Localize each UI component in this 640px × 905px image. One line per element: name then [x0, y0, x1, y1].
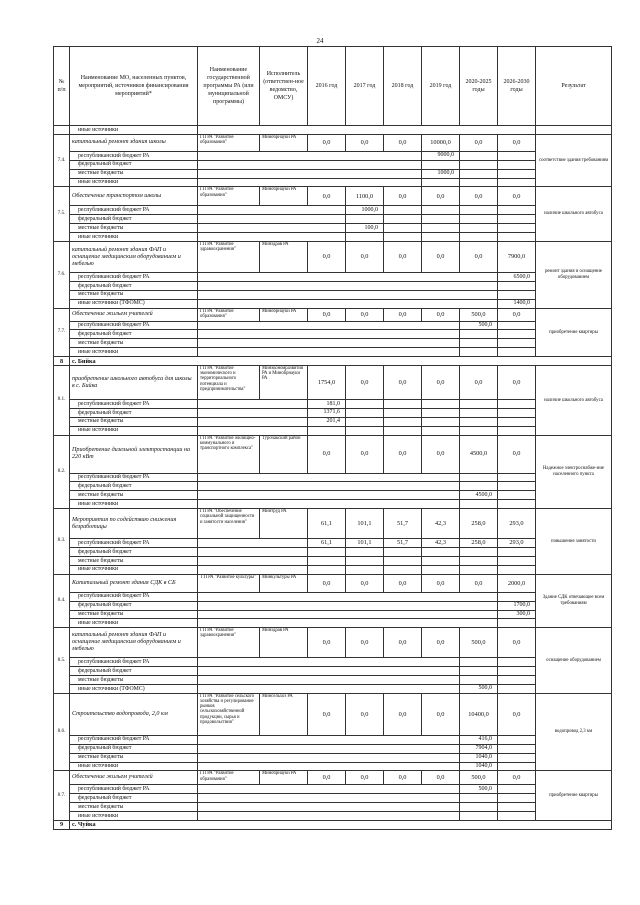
- result-text: приобретение квартиры: [536, 771, 612, 821]
- value-2020-2025: 1040,0: [460, 762, 498, 771]
- source-label: федеральный бюджет: [70, 548, 198, 557]
- header-num: № п/п: [54, 47, 70, 126]
- table-row: [54, 548, 612, 557]
- value-2020-2025: 0,0: [460, 187, 498, 206]
- page-number: 24: [316, 37, 324, 45]
- header-result: Результат: [536, 47, 612, 126]
- value-2020-2025: 1040,0: [460, 753, 498, 762]
- table-row: [54, 574, 612, 592]
- source-label: республиканский бюджет РА: [70, 592, 198, 601]
- table-row: [54, 658, 612, 667]
- table-row: [54, 676, 612, 685]
- header-2016: 2016 год: [308, 47, 346, 126]
- source-label: иные источники: [70, 348, 198, 357]
- source-label: федеральный бюджет: [70, 482, 198, 491]
- table-row: [54, 753, 612, 762]
- table-row: [54, 592, 612, 601]
- source-label: местные бюджеты: [70, 676, 198, 685]
- value-2020-2025: 4500,0: [460, 491, 498, 500]
- value-2026-2030: 0,0: [498, 771, 536, 785]
- table-row: [54, 539, 612, 548]
- table-row: [54, 601, 612, 610]
- value-2019: 0,0: [422, 366, 460, 400]
- value-2018: 51,7: [384, 509, 422, 539]
- table-row: [54, 215, 612, 224]
- value-2017: 0,0: [346, 574, 384, 592]
- table-row: [54, 408, 612, 417]
- value-2018: 0,0: [384, 366, 422, 400]
- value-2016: 1754,0: [308, 366, 346, 400]
- measure-name: капитальный ремонт здания ФАП и оснащение медицинским оборудованием и мебелью: [70, 242, 198, 273]
- value-2017: 101,1: [346, 539, 384, 548]
- table-row: [54, 299, 612, 308]
- value-2019: 42,3: [422, 509, 460, 539]
- result-text: приобретение квартиры: [536, 308, 612, 357]
- value-2020-2025: 500,0: [460, 771, 498, 785]
- value-2020-2025: 0,0: [460, 366, 498, 400]
- table-row: [54, 556, 612, 565]
- result-text: водопровод 2,3 км: [536, 693, 612, 771]
- header-2026-2030: 2026-2030 годы: [498, 47, 536, 126]
- value-2020-2025: 500,0: [460, 684, 498, 693]
- source-label: республиканский бюджет РА: [70, 273, 198, 282]
- source-label: иные источники: [70, 619, 198, 628]
- value-2017: 0,0: [346, 628, 384, 658]
- source-label: иные источники: [70, 762, 198, 771]
- value-2016: 0,0: [308, 187, 346, 206]
- table-row: [54, 610, 612, 619]
- value-2016: 61,1: [308, 509, 346, 539]
- value-2017: 0,0: [346, 435, 384, 473]
- value-2026-2030: 0,0: [498, 628, 536, 658]
- measure-name: капитальный ремонт здания ФАП и оснащение медицинским оборудованием и мебелью: [70, 628, 198, 658]
- table-row: [54, 308, 612, 321]
- value-2016: 0,0: [308, 574, 346, 592]
- source-label: республиканский бюджет РА: [70, 151, 198, 160]
- source-label: федеральный бюджет: [70, 215, 198, 224]
- executor-name: Минздрав РА: [260, 242, 308, 273]
- table-row: [54, 744, 612, 753]
- header-2020-2025: 2020-2025 годы: [460, 47, 498, 126]
- program-name: ГП РА "Развитие экономического и территориального потенциала и предпринимательства": [198, 366, 260, 400]
- section-number: 9: [54, 820, 70, 829]
- value-2019: 10000,0: [422, 134, 460, 151]
- value-2019: 0,0: [422, 435, 460, 473]
- executor-name: Минобрнауки РА: [260, 187, 308, 206]
- value-2018: 0,0: [384, 187, 422, 206]
- source-label: местные бюджеты: [70, 224, 198, 233]
- source-label: федеральный бюджет: [70, 330, 198, 339]
- value-2019: 0,0: [422, 693, 460, 735]
- table-row: [54, 684, 612, 693]
- source-label: республиканский бюджет РА: [70, 473, 198, 482]
- row-number: 7.7.: [54, 308, 70, 357]
- value-2016: 0,0: [308, 628, 346, 658]
- section-row: [54, 820, 612, 829]
- header-executor: Исполнитель (ответствен-ное ведомство, ОМСУ): [260, 47, 308, 126]
- source-label: республиканский бюджет РА: [70, 658, 198, 667]
- table-row: [54, 735, 612, 744]
- table-row: [54, 794, 612, 803]
- table-row: [54, 565, 612, 574]
- value-2020-2025: 258,0: [460, 509, 498, 539]
- value-2020-2025: 500,0: [460, 308, 498, 321]
- header-row: [54, 47, 612, 126]
- source-label: федеральный бюджет: [70, 794, 198, 803]
- table-row: [54, 417, 612, 426]
- table-row: [54, 619, 612, 628]
- program-name: ГП РА "Развитие сельского хозяйства и регулирование рынков сельскохозяйственной продукции, сырья и продовольствия": [198, 693, 260, 735]
- source-label: иные источники: [70, 565, 198, 574]
- value-2018: 0,0: [384, 242, 422, 273]
- source-label: республиканский бюджет РА: [70, 400, 198, 409]
- header-2017: 2017 год: [346, 47, 384, 126]
- executor-name: Минкультуры РА: [260, 574, 308, 592]
- source-label: местные бюджеты: [70, 753, 198, 762]
- measure-name: капитальный ремонт здания школы: [70, 134, 198, 151]
- value-2019: 0,0: [422, 308, 460, 321]
- value-2017: 0,0: [346, 134, 384, 151]
- table-row: [54, 812, 612, 821]
- table-row: [54, 290, 612, 299]
- table-row: [54, 160, 612, 169]
- table-row: [54, 224, 612, 233]
- header-name: Наименование МО, населенных пунктов, мероприятий, источников финансирования мероприятий*: [70, 47, 198, 126]
- source-label: федеральный бюджет: [70, 408, 198, 417]
- program-name: ГП РА "Развитие образования": [198, 134, 260, 151]
- table-row: [54, 500, 612, 509]
- measure-name: Обеспечение транспортом школы: [70, 187, 198, 206]
- value-2026-2030: 0,0: [498, 187, 536, 206]
- measure-name: Обеспечение жильем учителей: [70, 308, 198, 321]
- table-row: [54, 242, 612, 273]
- value-2017: 0,0: [346, 771, 384, 785]
- source-label: федеральный бюджет: [70, 160, 198, 169]
- table-row: [54, 803, 612, 812]
- source-label: иные источники (ТФОМС): [70, 684, 198, 693]
- source-label: федеральный бюджет: [70, 281, 198, 290]
- value-2026-2030: 0,0: [498, 134, 536, 151]
- section-row: [54, 357, 612, 366]
- table-row: [54, 151, 612, 160]
- measure-name: Капитальный ремонт здания СДК в СБ: [70, 574, 198, 592]
- value-2018: 0,0: [384, 628, 422, 658]
- program-name: ГП РА "Обеспечение социальной защищенности и занятости населения": [198, 509, 260, 539]
- value-2020-2025: 0,0: [460, 134, 498, 151]
- table-row: [54, 473, 612, 482]
- table-row: [54, 273, 612, 282]
- table-row: [54, 366, 612, 400]
- row-number: 8.2.: [54, 435, 70, 509]
- row-number: 8.7.: [54, 771, 70, 821]
- measure-name: приобретение школьного автобуса для школы в с. Бийка: [70, 366, 198, 400]
- value-2020-2025: 10400,0: [460, 693, 498, 735]
- result-text: повышение занятости: [536, 509, 612, 575]
- value-2026-2030: 0,0: [498, 693, 536, 735]
- source-label: федеральный бюджет: [70, 744, 198, 753]
- table-row: [54, 134, 612, 151]
- value-2019: 42,3: [422, 539, 460, 548]
- executor-name: Минсельхоз РА: [260, 693, 308, 735]
- result-text: ремонт здания и оснащение оборудованием: [536, 242, 612, 309]
- value-2020-2025: 0,0: [460, 574, 498, 592]
- source-label: иные источники (ТФОМС): [70, 299, 198, 308]
- value-2016: 1371,6: [308, 408, 346, 417]
- table-row: [54, 435, 612, 473]
- value-2020-2025: 416,0: [460, 735, 498, 744]
- program-name: ГП РА "Развитие здравоохранения": [198, 242, 260, 273]
- section-title: с. Чуйка: [70, 820, 612, 829]
- value-2016: 0,0: [308, 435, 346, 473]
- table-row: [54, 178, 612, 187]
- value-2016: 181,0: [308, 400, 346, 409]
- table-row: [54, 281, 612, 290]
- program-name: ГП РА "Развитие здравоохранения": [198, 628, 260, 658]
- source-label: иные источники: [70, 233, 198, 242]
- value-2026-2030: 293,0: [498, 509, 536, 539]
- value-2020-2025: 0,0: [460, 242, 498, 273]
- value-2019: 0,0: [422, 187, 460, 206]
- measure-name: Мероприятия по содействию снижения безработицы: [70, 509, 198, 539]
- source-label: иные источники: [70, 500, 198, 509]
- value-2017: 100,0: [346, 224, 384, 233]
- value-2026-2030: 6500,0: [498, 273, 536, 282]
- table-row: [54, 339, 612, 348]
- header-program: Наименование государственной программы РА (или муниципальной программы): [198, 47, 260, 126]
- row-number: 8.6.: [54, 693, 70, 771]
- source-label: иные источники: [70, 812, 198, 821]
- table-row: [54, 628, 612, 658]
- source-label: республиканский бюджет РА: [70, 206, 198, 215]
- section-number: 8: [54, 357, 70, 366]
- row-number: 7.6.: [54, 242, 70, 309]
- table-row: [54, 771, 612, 785]
- header-2018: 2018 год: [384, 47, 422, 126]
- header-2019: 2019 год: [422, 47, 460, 126]
- value-2017: 0,0: [346, 693, 384, 735]
- table-row: [54, 482, 612, 491]
- program-name: ГП РА "Развитие образования": [198, 187, 260, 206]
- value-2026-2030: 2000,0: [498, 574, 536, 592]
- value-2020-2025: 4500,0: [460, 435, 498, 473]
- table-row: [54, 233, 612, 242]
- executor-name: Минздрав РА: [260, 628, 308, 658]
- value-2020-2025: 500,0: [460, 321, 498, 330]
- program-name: ГП РА "Развитие культуры": [198, 574, 260, 592]
- source-label: местные бюджеты: [70, 491, 198, 500]
- executor-name: Минтруд РА: [260, 509, 308, 539]
- result-text: Здание СДК отвечающее всем требованиям: [536, 574, 612, 628]
- value-2016: 0,0: [308, 771, 346, 785]
- value-2026-2030: 7900,0: [498, 242, 536, 273]
- section-title: с. Бийка: [70, 357, 612, 366]
- value-2016: 201,4: [308, 417, 346, 426]
- source-label: местные бюджеты: [70, 339, 198, 348]
- source-label: местные бюджеты: [70, 556, 198, 565]
- source-label: иные источники: [70, 426, 198, 435]
- table-row: [54, 126, 612, 135]
- table-row: [54, 509, 612, 539]
- source-label: республиканский бюджет РА: [70, 539, 198, 548]
- table-row: [54, 762, 612, 771]
- row-number: 7.4.: [54, 134, 70, 187]
- measure-name: Строительство водопровода, 2,0 км: [70, 693, 198, 735]
- table-row: [54, 400, 612, 409]
- executor-name: Минобрнауки РА: [260, 134, 308, 151]
- value-2017: 0,0: [346, 242, 384, 273]
- row-number: 8.5.: [54, 628, 70, 694]
- table-row: [54, 187, 612, 206]
- table-row: [54, 667, 612, 676]
- result-text: наличие школьного автобуса: [536, 187, 612, 242]
- value-2017: 1000,0: [346, 206, 384, 215]
- measures-table: [53, 46, 612, 830]
- source-label: местные бюджеты: [70, 417, 198, 426]
- source-label: республиканский бюджет РА: [70, 321, 198, 330]
- measure-name: Обеспечение жильем учителей: [70, 771, 198, 785]
- table-row: [54, 785, 612, 794]
- executor-name: Минобрнауки РА: [260, 308, 308, 321]
- value-2026-2030: 0,0: [498, 366, 536, 400]
- value-2016: 0,0: [308, 308, 346, 321]
- value-2018: 0,0: [384, 693, 422, 735]
- value-2018: 0,0: [384, 771, 422, 785]
- value-2018: 0,0: [384, 134, 422, 151]
- row-number: 8.3.: [54, 509, 70, 575]
- row-number: 8.1.: [54, 366, 70, 436]
- value-2020-2025: 500,0: [460, 628, 498, 658]
- value-2018: 51,7: [384, 539, 422, 548]
- value-2018: 0,0: [384, 308, 422, 321]
- source-label: местные бюджеты: [70, 169, 198, 178]
- table-row: [54, 206, 612, 215]
- table-row: [54, 491, 612, 500]
- source-label: федеральный бюджет: [70, 601, 198, 610]
- value-2020-2025: 500,0: [460, 785, 498, 794]
- value-2018: 0,0: [384, 574, 422, 592]
- value-2019: 9000,0: [422, 151, 460, 160]
- table-row: [54, 321, 612, 330]
- value-2026-2030: 1400,0: [498, 299, 536, 308]
- table-row: [54, 169, 612, 178]
- value-2026-2030: 1700,0: [498, 601, 536, 610]
- result-text: оснащение оборудованием: [536, 628, 612, 694]
- value-2016: 0,0: [308, 693, 346, 735]
- result-text: наличие школьного автобуса: [536, 366, 612, 436]
- row-number: 7.5.: [54, 187, 70, 242]
- value-2016: 61,1: [308, 539, 346, 548]
- program-name: ГП РА "Развитие образования": [198, 308, 260, 321]
- value-2017: 0,0: [346, 366, 384, 400]
- value-2017: 0,0: [346, 308, 384, 321]
- source-label: местные бюджеты: [70, 803, 198, 812]
- value-2019: 0,0: [422, 574, 460, 592]
- value-2020-2025: 258,0: [460, 539, 498, 548]
- row-number: 8.4.: [54, 574, 70, 628]
- table-row: [54, 348, 612, 357]
- value-2026-2030: 300,0: [498, 610, 536, 619]
- executor-name: Турочакский район: [260, 435, 308, 473]
- table-row: [54, 330, 612, 339]
- value-2026-2030: 293,0: [498, 539, 536, 548]
- result-text: соответствие здания требованиям: [536, 134, 612, 187]
- value-2019: 0,0: [422, 628, 460, 658]
- program-name: ГП РА "Развитие жилищно-коммунального и транспортного комплекса": [198, 435, 260, 473]
- executor-name: Минэкономразвития РА и Минобрнауки РА: [260, 366, 308, 400]
- value-2016: 0,0: [308, 242, 346, 273]
- table-row: [54, 426, 612, 435]
- value-2019: 0,0: [422, 242, 460, 273]
- source-label: местные бюджеты: [70, 290, 198, 299]
- value-2019: 0,0: [422, 771, 460, 785]
- source-label: федеральный бюджет: [70, 667, 198, 676]
- source-label: иные источники: [70, 126, 198, 135]
- result-text: Надежное электроснабже-ние населенного пункта: [536, 435, 612, 509]
- source-label: местные бюджеты: [70, 610, 198, 619]
- value-2016: 0,0: [308, 134, 346, 151]
- value-2019: 1000,0: [422, 169, 460, 178]
- measure-name: Приобретение дизельной электростанции на 220 кВт: [70, 435, 198, 473]
- value-2026-2030: 0,0: [498, 308, 536, 321]
- value-2020-2025: 7904,0: [460, 744, 498, 753]
- value-2026-2030: 0,0: [498, 435, 536, 473]
- value-2017: 1100,0: [346, 187, 384, 206]
- executor-name: Минобрнауки РА: [260, 771, 308, 785]
- value-2017: 101,1: [346, 509, 384, 539]
- source-label: республиканский бюджет РА: [70, 785, 198, 794]
- table-row: [54, 693, 612, 735]
- program-name: ГП РА "Развитие образования": [198, 771, 260, 785]
- source-label: республиканский бюджет РА: [70, 735, 198, 744]
- value-2018: 0,0: [384, 435, 422, 473]
- source-label: иные источники: [70, 178, 198, 187]
